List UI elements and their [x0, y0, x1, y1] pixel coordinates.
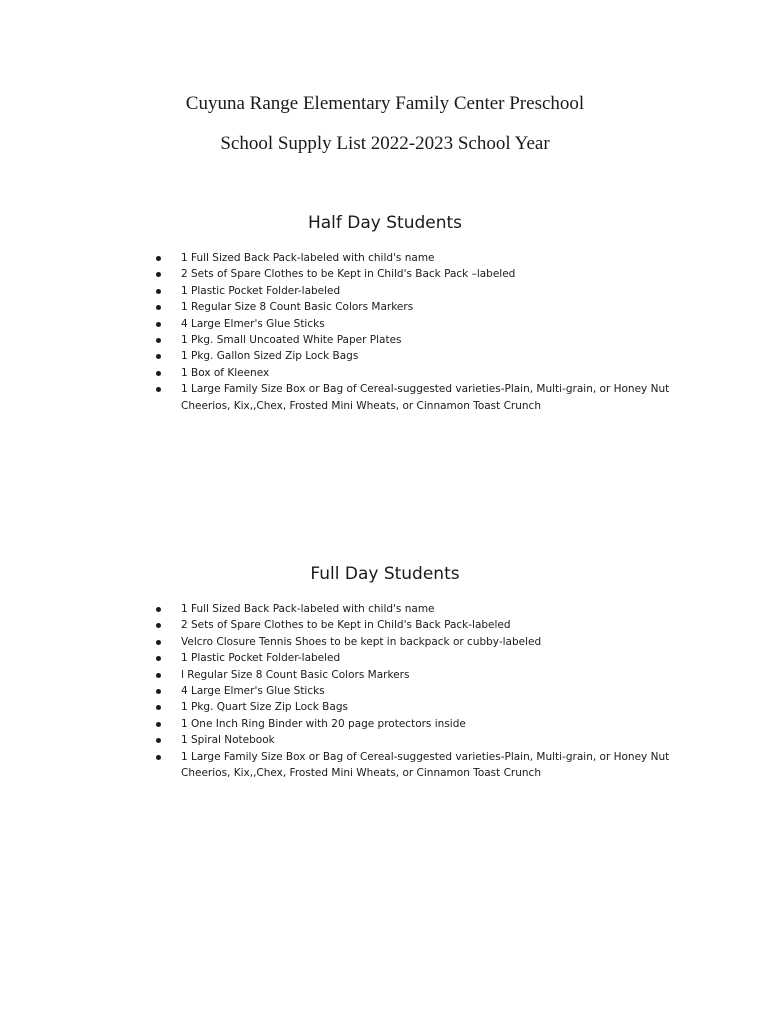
list-item: [156, 716, 696, 732]
bullet-icon: [156, 623, 161, 628]
list-item-text: 1 Spiral Notebook: [181, 734, 275, 747]
bullet-icon: [156, 673, 161, 678]
list-item-text: l Regular Size 8 Count Basic Colors Markers: [181, 668, 410, 681]
list-item: [156, 348, 696, 364]
list-item-text: Velcro Closure Tennis Shoes to be kept in backpack or cubby-labeled: [181, 635, 542, 648]
list-item-text: 2 Sets of Spare Clothes to be Kept in Child's Back Pack –labeled: [181, 268, 516, 281]
list-item-text: 4 Large Elmer's Glue Sticks: [181, 685, 325, 698]
list-item-text: 1 Large Family Size Box or Bag of Cereal-suggested varieties-Plain, Multi-grain, or Honey Nut Cheerios, Kix,,Chex, Frosted Mini Wheats, or Cinnamon Toast Crunch: [181, 383, 670, 412]
bullet-icon: [156, 305, 161, 310]
list-item: [156, 332, 696, 348]
bullet-icon: [156, 640, 161, 645]
half-day-heading: Half Day Students: [307, 213, 463, 233]
list-item: [156, 365, 696, 381]
list-item: [156, 683, 696, 699]
list-item: [156, 601, 696, 617]
bullet-icon: [156, 607, 161, 612]
bullet-icon: [156, 371, 161, 376]
bullet-icon: [156, 272, 161, 277]
document-title: Cuyuna Range Elementary Family Center Preschool: [185, 93, 585, 114]
list-item-text: 4 Large Elmer's Glue Sticks: [181, 317, 325, 330]
list-item: [156, 617, 696, 633]
list-item: [156, 650, 696, 666]
bullet-icon: [156, 755, 161, 760]
list-item: [156, 299, 696, 315]
bullet-icon: [156, 656, 161, 661]
list-item-text: 1 Plastic Pocket Folder-labeled: [181, 284, 341, 297]
list-item-text: 1 Full Sized Back Pack-labeled with child's name: [181, 603, 435, 615]
list-item: [156, 667, 696, 683]
list-item: [156, 283, 696, 299]
list-item: [156, 699, 696, 715]
bullet-icon: [156, 705, 161, 710]
document-subtitle: School Supply List 2022-2023 School Year: [220, 133, 550, 154]
bullet-icon: [156, 338, 161, 343]
bullet-icon: [156, 689, 161, 694]
list-item: [156, 732, 696, 748]
list-item-text: 1 Large Family Size Box or Bag of Cereal-suggested varieties-Plain, Multi-grain, or Honey Nut Cheerios, Kix,,Chex, Frosted Mini Wheats, or Cinnamon Toast Crunch: [181, 750, 670, 780]
list-item-text: 1 One Inch Ring Binder with 20 page protectors inside: [181, 717, 466, 730]
bullet-icon: [156, 387, 161, 392]
list-item: [156, 250, 696, 266]
list-item-text: 1 Plastic Pocket Folder-labeled: [181, 652, 341, 665]
list-item-text: 1 Pkg. Small Uncoated White Paper Plates: [181, 334, 402, 347]
list-item-text: 1 Pkg. Quart Size Zip Lock Bags: [181, 701, 348, 714]
list-item: [156, 316, 696, 332]
full-day-supply-list: [156, 601, 696, 781]
list-item-text: 1 Box of Kleenex: [181, 366, 270, 379]
bullet-icon: [156, 738, 161, 743]
list-item-text: 2 Sets of Spare Clothes to be Kept in Child's Back Pack-labeled: [181, 619, 511, 632]
half-day-supply-list: [156, 250, 696, 414]
bullet-icon: [156, 354, 161, 359]
bullet-icon: [156, 322, 161, 327]
full-day-heading: Full Day Students: [310, 564, 460, 584]
list-item: [156, 634, 696, 650]
bullet-icon: [156, 722, 161, 727]
list-item-text: 1 Full Sized Back Pack-labeled with child's name: [181, 252, 435, 264]
bullet-icon: [156, 289, 161, 294]
list-item: [156, 381, 696, 414]
list-item-text: 1 Regular Size 8 Count Basic Colors Markers: [181, 301, 414, 314]
list-item-text: 1 Pkg. Gallon Sized Zip Lock Bags: [181, 350, 359, 363]
list-item: [156, 749, 696, 782]
bullet-icon: [156, 256, 161, 261]
list-item: [156, 266, 696, 282]
